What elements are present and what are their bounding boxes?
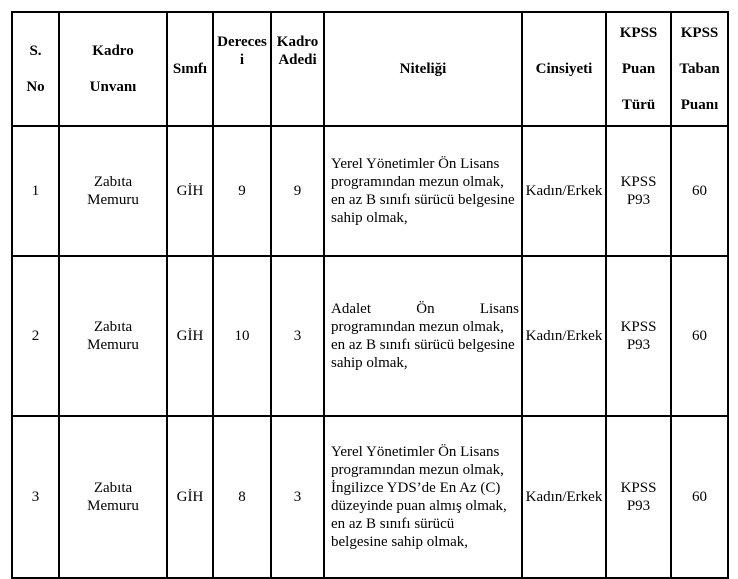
cell-count: 9	[271, 126, 324, 256]
table-row	[12, 126, 728, 256]
cell-kpss-type: KPSS P93	[606, 416, 671, 578]
table-row	[12, 256, 728, 416]
cell-title: Zabıta Memuru	[59, 416, 167, 578]
cell-degree: 8	[213, 416, 271, 578]
header-degree: Dereces i	[213, 12, 271, 126]
cell-title: Zabıta Memuru	[59, 256, 167, 416]
header-qualification: Niteliği	[324, 12, 522, 126]
header-class: Sınıfı	[167, 12, 213, 126]
header-kpss-min: KPSS Taban Puanı	[671, 12, 728, 126]
cell-kpss-min: 60	[671, 416, 728, 578]
cell-degree: 9	[213, 126, 271, 256]
cell-qualification: Yerel Yönetimler Ön Lisans programından mezun olmak, en az B sınıfı sürücü belgesine sahip olmak,	[324, 126, 522, 256]
cell-title: Zabıta Memuru	[59, 126, 167, 256]
cell-class: GİH	[167, 126, 213, 256]
cell-no: 1	[12, 126, 59, 256]
cell-kpss-min: 60	[671, 126, 728, 256]
header-title: Kadro Unvanı	[59, 12, 167, 126]
cell-no: 2	[12, 256, 59, 416]
cell-kpss-min: 60	[671, 256, 728, 416]
header-count: Kadro Adedi	[271, 12, 324, 126]
header-kpss-type: KPSS Puan Türü	[606, 12, 671, 126]
cell-gender: Kadın/Erkek	[522, 126, 606, 256]
positions-table	[11, 11, 729, 579]
cell-no: 3	[12, 416, 59, 578]
header-sno: S. No	[12, 12, 59, 126]
header-gender: Cinsiyeti	[522, 12, 606, 126]
header-row	[12, 12, 728, 126]
cell-gender: Kadın/Erkek	[522, 256, 606, 416]
cell-count: 3	[271, 416, 324, 578]
document-page	[11, 11, 729, 579]
cell-degree: 10	[213, 256, 271, 416]
cell-kpss-type: KPSS P93	[606, 256, 671, 416]
cell-qualification: Adalet Ön Lisans programından mezun olmak, en az B sınıfı sürücü belgesine sahip olmak,	[324, 256, 522, 416]
cell-gender: Kadın/Erkek	[522, 416, 606, 578]
cell-count: 3	[271, 256, 324, 416]
cell-class: GİH	[167, 256, 213, 416]
table-row	[12, 416, 728, 578]
cell-qualification: Yerel Yönetimler Ön Lisans programından mezun olmak, İngilizce YDS’de En Az (C) düzeyinde puan almış olmak, en az B sınıfı sürücü belgesine sahip olmak,	[324, 416, 522, 578]
cell-class: GİH	[167, 416, 213, 578]
cell-kpss-type: KPSS P93	[606, 126, 671, 256]
